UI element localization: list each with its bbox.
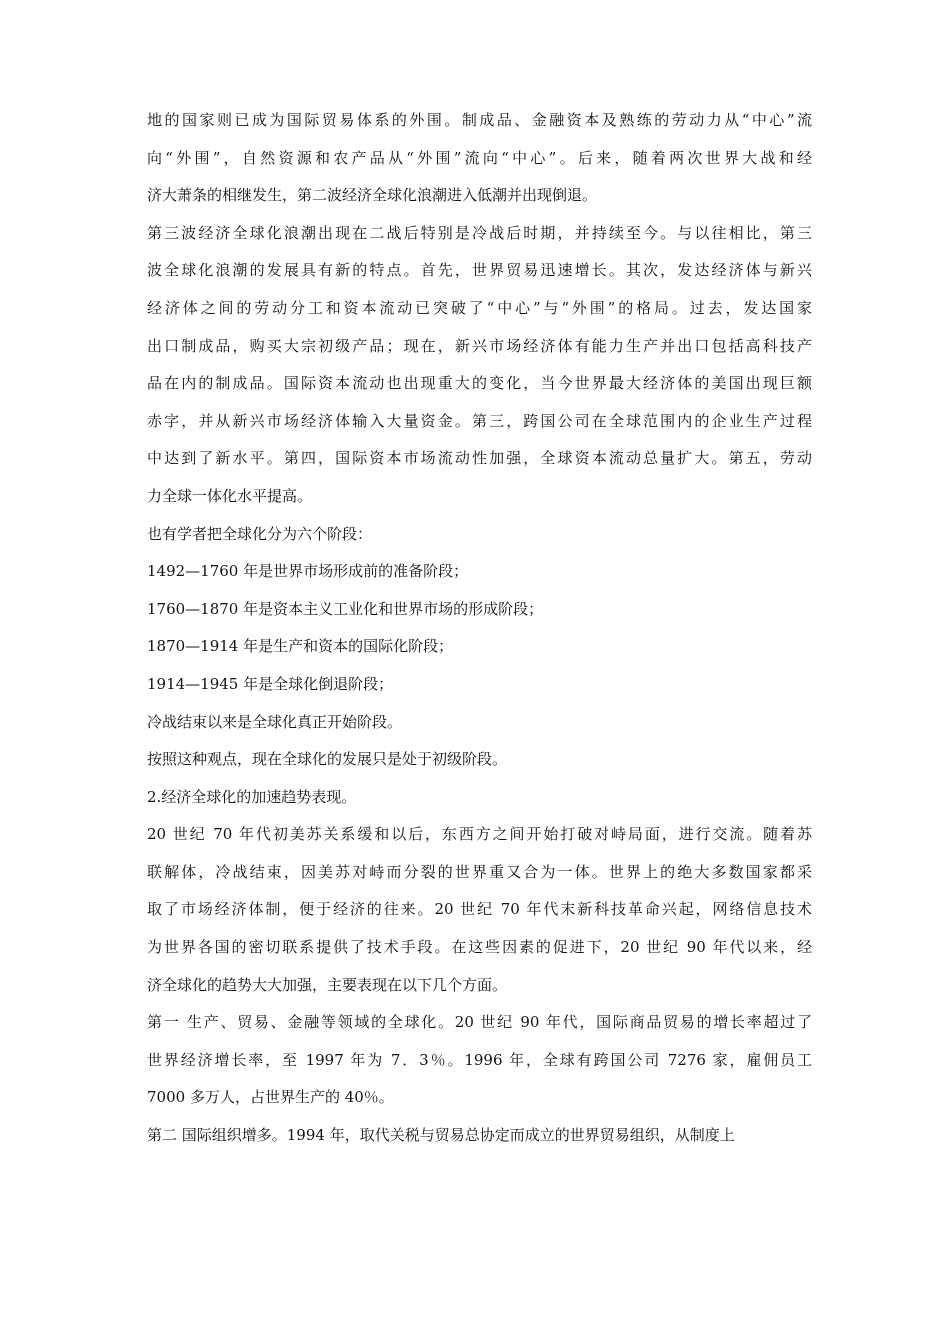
text-line: 中达到了新水平。第四，国际资本市场流动性加强，全球资本流动总量扩大。第五，劳动 — [147, 449, 812, 468]
paragraph — [147, 704, 812, 742]
paragraph — [147, 1117, 812, 1155]
text-line: 出口制成品，购买大宗初级产品；现在，新兴市场经济体有能力生产并出口包括高科技产 — [147, 336, 812, 355]
text-line: 1492—1760 年是世界市场形成前的准备阶段； — [147, 562, 469, 581]
text-line: 第二 国际组织增多。1994 年，取代关税与贸易总协定而成立的世界贸易组织，从制度上 — [147, 1126, 735, 1145]
text-line: 1914—1945 年是全球化倒退阶段； — [147, 674, 394, 693]
paragraph — [147, 516, 812, 554]
text-line: 济大萧条的相继发生，第二波经济全球化浪潮进入低潮并出现倒退。 — [147, 186, 598, 205]
text-line: 7000 多万人，占世界生产的 40％。 — [147, 1088, 394, 1107]
paragraph — [147, 553, 812, 591]
text-line: 品在内的制成品。国际资本流动也出现重大的变化，当今世界最大经济体的美国出现巨额 — [147, 374, 812, 393]
paragraph — [147, 591, 812, 629]
paragraph — [147, 215, 812, 516]
text-line: 为世界各国的密切联系提供了技术手段。在这些因素的促进下，20 世纪 90 年代以来，经 — [147, 938, 812, 957]
text-line: 地的国家则已成为国际贸易体系的外围。制成品、金融资本及熟练的劳动力从“中心”流 — [147, 111, 812, 129]
text-line: 按照这种观点，现在全球化的发展只是处于初级阶段。 — [147, 750, 508, 769]
paragraph — [147, 666, 812, 704]
text-line: 力全球一体化水平提高。 — [147, 486, 313, 505]
paragraph — [147, 1004, 812, 1117]
text-line: 第三波经济全球化浪潮出现在二战后特别是冷战后时期，并持续至今。与以往相比，第三 — [147, 223, 812, 242]
text-line: 世界经济增长率，至 1997 年为 7．3％。1996 年，全球有跨国公司 7276 家，雇佣员工 — [147, 1050, 812, 1069]
text-line: 也有学者把全球化分为六个阶段： — [147, 524, 373, 543]
text-line: 向“外围”，自然资源和农产品从“外围”流向“中心”。后来，随着两次世界大战和经 — [147, 148, 812, 167]
text-line: 赤字，并从新兴市场经济体输入大量资金。第三，跨国公司在全球范围内的企业生产过程 — [147, 411, 812, 430]
text-line: 2.经济全球化的加速趋势表现。 — [147, 787, 357, 806]
text-line: 冷战结束以来是全球化真正开始阶段。 — [147, 712, 403, 731]
paragraph — [147, 741, 812, 779]
text-line: 第一 生产、贸易、金融等领域的全球化。20 世纪 90 年代，国际商品贸易的增长率超过了 — [147, 1013, 812, 1032]
text-line: 波全球化浪潮的发展具有新的特点。首先，世界贸易迅速增长。其次，发达经济体与新兴 — [147, 261, 812, 280]
paragraph — [147, 628, 812, 666]
document-body — [147, 102, 812, 1155]
text-line: 1760—1870 年是资本主义工业化和世界市场的形成阶段； — [147, 599, 544, 618]
text-line: 1870—1914 年是生产和资本的国际化阶段； — [147, 637, 454, 656]
paragraph — [147, 816, 812, 1004]
text-line: 经济体之间的劳动分工和资本流动已突破了“中心”与“外围”的格局。过去，发达国家 — [147, 298, 812, 317]
text-line: 20 世纪 70 年代初美苏关系缓和以后，东西方之间开始打破对峙局面，进行交流。随着苏 — [147, 825, 812, 844]
text-line: 济全球化的趋势大大加强，主要表现在以下几个方面。 — [147, 975, 508, 994]
text-line: 联解体，冷战结束，因美苏对峙而分裂的世界重又合为一体。世界上的绝大多数国家都采 — [147, 862, 812, 881]
paragraph — [147, 102, 812, 215]
paragraph — [147, 779, 812, 817]
text-line: 取了市场经济体制，便于经济的往来。20 世纪 70 年代末新科技革命兴起，网络信息技术 — [147, 900, 812, 919]
